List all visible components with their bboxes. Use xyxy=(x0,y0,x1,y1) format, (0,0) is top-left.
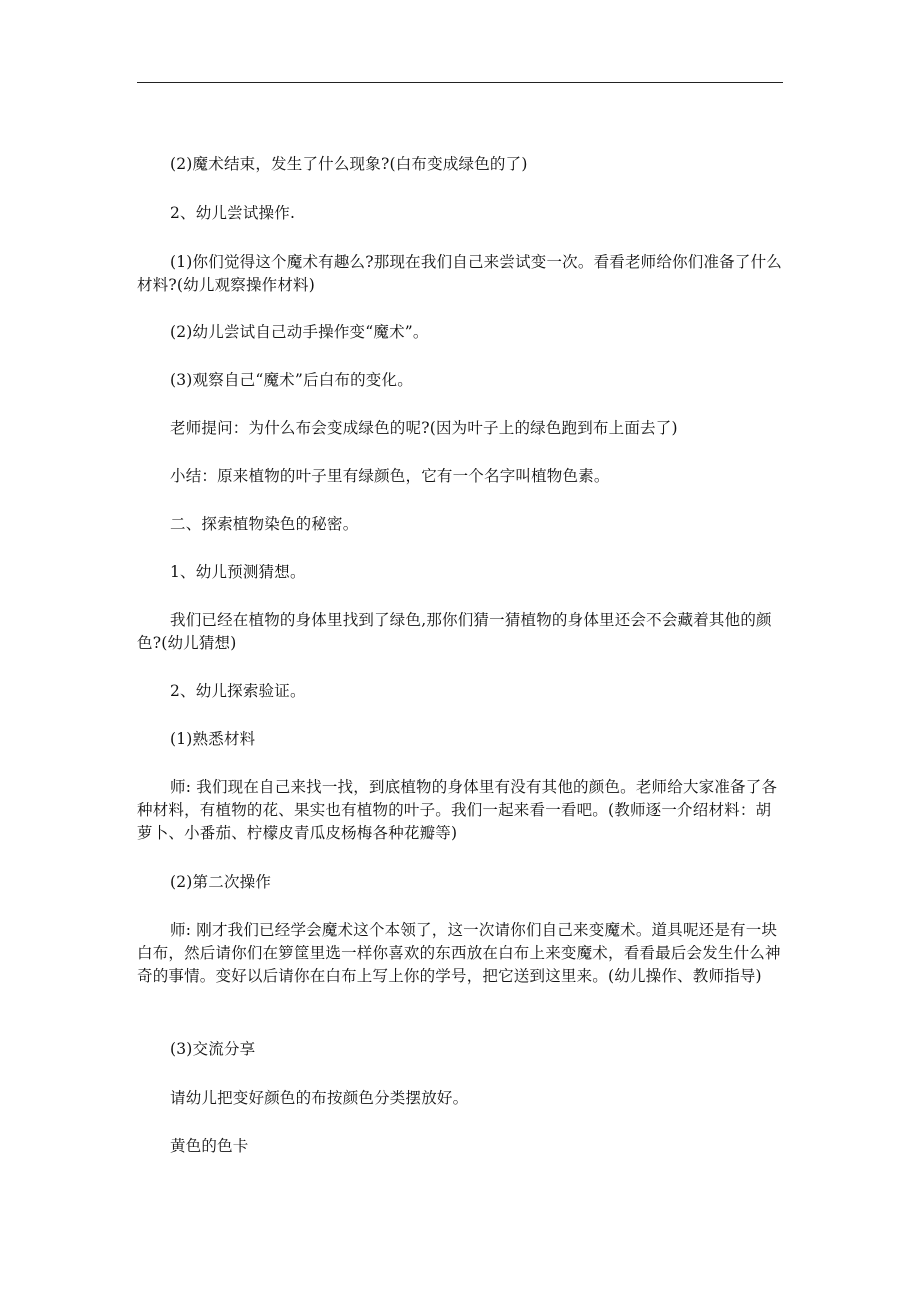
paragraph-6: 老师提问：为什么布会变成绿色的呢?(因为叶子上的绿色跑到布上面去了) xyxy=(170,418,678,437)
paragraph-15: 师: 刚才我们已经学会魔术这个本领了，这一次请你们自己来变魔术。道具呢还是有一块白布，然后请你们在箩筐里选一样你喜欢的东西放在白布上来变魔术，看看最后会发生什么神奇的事情。变好以后请你在白布上写上你的学号，把它送到这里来。(幼儿操作、教师指导) xyxy=(137,920,781,985)
paragraph-7: 小结：原来植物的叶子里有绿颜色，它有一个名字叫植物色素。 xyxy=(170,466,610,485)
paragraph-1: (2)魔术结束，发生了什么现象?(白布变成绿色的了) xyxy=(170,154,528,173)
paragraph-12: (1)熟悉材料 xyxy=(170,729,256,748)
paragraph-14: (2)第二次操作 xyxy=(170,872,272,891)
paragraph-2: 2、幼儿尝试操作. xyxy=(170,203,296,222)
paragraph-10: 我们已经在植物的身体里找到了绿色,那你们猜一猜植物的身体里还会不会藏着其他的颜色?(幼儿猜想) xyxy=(137,610,772,652)
paragraph-4: (2)幼儿尝试自己动手操作变“魔术”。 xyxy=(170,322,429,341)
section-heading: 二、探索植物染色的秘密。 xyxy=(170,514,359,533)
paragraph-18: 黄色的色卡 xyxy=(170,1136,249,1155)
paragraph-11: 2、幼儿探索验证。 xyxy=(170,681,306,700)
paragraph-5: (3)观察自己“魔术”后白布的变化。 xyxy=(170,370,413,389)
paragraph-17: 请幼儿把变好颜色的布按颜色分类摆放好。 xyxy=(170,1088,469,1107)
paragraph-3: (1)你们觉得这个魔术有趣么?那现在我们自己来尝试变一次。看看老师给你们准备了什么材料?(幼儿观察操作材料) xyxy=(137,252,782,294)
header-rule xyxy=(137,82,783,83)
paragraph-13: 师: 我们现在自己来找一找，到底植物的身体里有没有其他的颜色。老师给大家准备了各种材料，有植物的花、果实也有植物的叶子。我们一起来看一看吧。(教师逐一介绍材料：胡萝卜、小番茄、柠檬皮青瓜皮杨梅各种花瓣等) xyxy=(137,777,778,842)
paragraph-16: (3)交流分享 xyxy=(170,1039,256,1058)
paragraph-9: 1、幼儿预测猜想。 xyxy=(170,562,306,581)
